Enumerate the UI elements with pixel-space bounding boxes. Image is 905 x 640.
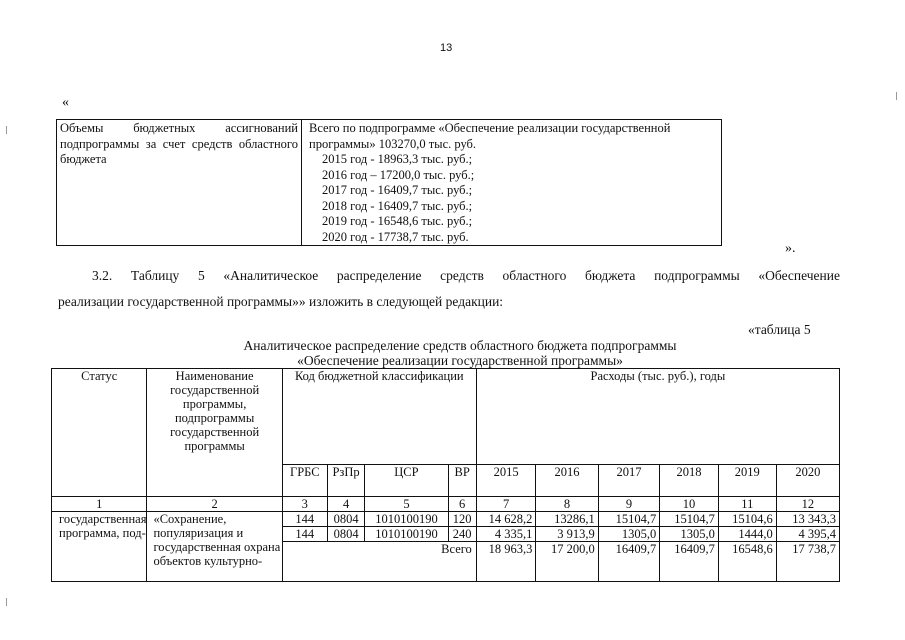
header-code: Код бюджетной классификации	[282, 369, 476, 465]
volume-year-line: 2016 год – 17200,0 тыс. руб.;	[322, 167, 475, 182]
value-cell: 14 628,2	[476, 512, 536, 527]
column-number: 6	[448, 497, 476, 512]
column-number: 5	[365, 497, 448, 512]
column-number: 10	[660, 497, 719, 512]
header-expenses: Расходы (тыс. руб.), годы	[476, 369, 839, 465]
scan-margin-mark	[6, 126, 7, 134]
value-cell: 13 343,3	[776, 512, 839, 527]
column-number: 1	[52, 497, 147, 512]
table-subtitle: «Обеспечение реализации государственной программы»	[297, 353, 623, 368]
header-vr: ВР	[448, 465, 476, 497]
csr-cell: 1010100190	[365, 527, 448, 542]
rzpr-cell: 0804	[327, 527, 365, 542]
value-cell: 3 913,9	[536, 527, 598, 542]
page-number: 13	[440, 42, 453, 54]
total-value-cell: 16548,6	[718, 542, 776, 582]
opening-quote: «	[62, 95, 69, 110]
scan-margin-mark	[6, 598, 7, 606]
volume-year-line: 2015 год - 18963,3 тыс. руб.;	[322, 152, 473, 166]
header-year: 2017	[598, 465, 659, 497]
volume-year-line: 2019 год - 16548,6 тыс. руб.;	[322, 214, 473, 228]
table-reference: «таблица 5	[748, 322, 811, 337]
volume-table	[56, 119, 722, 246]
header-grbs: ГРБС	[282, 465, 327, 497]
table-title: Аналитическое распределение средств областного бюджета подпрограммы	[243, 338, 677, 353]
column-number: 11	[718, 497, 776, 512]
volume-year-line: 2020 год - 17738,7 тыс. руб.	[322, 229, 469, 244]
paragraph-continuation: реализации государственной программы»» изложить в следующей редакции:	[58, 294, 504, 309]
volume-details	[302, 120, 722, 246]
program-name-cell: «Сохранение, популяризация и государственная охрана объектов культурно-	[147, 512, 282, 582]
total-value-cell: 17 200,0	[536, 542, 598, 582]
column-number: 7	[476, 497, 536, 512]
value-cell: 15104,7	[598, 512, 659, 527]
value-cell: 1444,0	[718, 527, 776, 542]
column-number: 8	[536, 497, 598, 512]
value-cell: 4 335,1	[476, 527, 536, 542]
rzpr-cell: 0804	[327, 512, 365, 527]
status-cell: государственная программа, под-	[52, 512, 147, 582]
volume-year-line: 2018 год - 16409,7 тыс. руб.;	[322, 198, 473, 213]
value-cell: 4 395,4	[776, 527, 839, 542]
header-rzpr: РзПр	[327, 465, 365, 497]
total-value-cell: 16409,7	[660, 542, 719, 582]
value-cell: 15104,6	[718, 512, 776, 527]
value-cell: 15104,7	[660, 512, 719, 527]
table-row	[52, 512, 840, 527]
column-number: 9	[598, 497, 659, 512]
closing-quote: ».	[785, 241, 796, 256]
column-number-row	[52, 497, 840, 512]
column-number: 2	[147, 497, 282, 512]
header-name: Наименование государственной программы, подпрограммы государственной программы	[147, 369, 282, 497]
grbs-cell: 144	[282, 512, 327, 527]
grbs-cell: 144	[282, 527, 327, 542]
volume-label: Объемы бюджетных ассигнований подпрограммы за счет средств областного бюджета	[57, 120, 302, 246]
csr-cell: 1010100190	[365, 512, 448, 527]
volume-year-line: 2017 год - 16409,7 тыс. руб.;	[322, 183, 473, 197]
scan-margin-mark	[896, 92, 897, 100]
header-year: 2015	[476, 465, 536, 497]
vr-cell: 120	[448, 512, 476, 527]
value-cell: 1305,0	[598, 527, 659, 542]
header-year: 2018	[660, 465, 719, 497]
paragraph-3-2: 3.2. Таблицу 5 «Аналитическое распределение средств областного бюджета подпрограммы «Обеспечение	[92, 268, 840, 283]
column-number: 12	[776, 497, 839, 512]
header-status: Статус	[52, 369, 147, 497]
header-year: 2016	[536, 465, 598, 497]
header-year: 2019	[718, 465, 776, 497]
total-label: Всего	[282, 542, 476, 582]
total-value-cell: 16409,7	[598, 542, 659, 582]
distribution-table	[51, 368, 840, 582]
column-number: 3	[282, 497, 327, 512]
column-number: 4	[327, 497, 365, 512]
value-cell: 1305,0	[660, 527, 719, 542]
total-value-cell: 17 738,7	[776, 542, 839, 582]
value-cell: 13286,1	[536, 512, 598, 527]
header-csr: ЦСР	[365, 465, 448, 497]
header-year: 2020	[776, 465, 839, 497]
vr-cell: 240	[448, 527, 476, 542]
total-value-cell: 18 963,3	[476, 542, 536, 582]
volume-total-line: Всего по подпрограмме «Обеспечение реализации государственной программы» 103270,0 тыс. руб.	[309, 121, 671, 151]
